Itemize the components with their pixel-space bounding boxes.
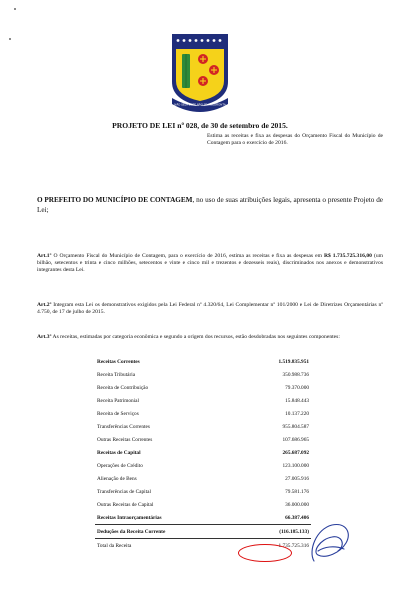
revenue-row-value: 79.370.000	[285, 384, 309, 391]
revenue-row-label: Deduções da Receita Corrente	[95, 525, 239, 539]
article-3-label: Art.3º	[37, 334, 52, 340]
revenue-row-label: Receita Patrimonial	[97, 397, 139, 404]
revenue-row	[95, 485, 311, 498]
revenue-row	[95, 355, 311, 368]
seal-ribbon-text: NÃO SEJA ESTE NÃO SE AMEDRONTA	[174, 102, 226, 107]
revenue-row	[95, 511, 311, 525]
revenue-row-value: 66.387.406	[285, 514, 309, 521]
revenue-row	[95, 498, 311, 511]
revenue-row	[95, 472, 311, 485]
revenue-row-label: Receita Tributária	[97, 371, 136, 378]
article-2-text: Integram esta Lei os demonstrativos exigidos pela Lei Federal nº 4.320/64, Lei Complementar nº 101/2000 e Lei de Diretrizes Orçamentárias nº 4.750, de 17 de julho de 2015.	[37, 302, 383, 316]
revenue-row	[95, 446, 311, 459]
revenue-row-label: Receitas Correntes	[97, 358, 140, 365]
article-3	[37, 334, 383, 341]
revenue-row-value: 15.848.443	[285, 397, 309, 404]
article-1-text-2: (um bilhão, setecentos e trinta e cinco milhões, setecentos e vinte e cinco mil e trezentos e dezesseis reais), discriminados nos anexos e demonstrativos integrantes desta Lei.	[37, 253, 383, 274]
article-1	[37, 253, 383, 275]
revenue-row	[95, 407, 311, 420]
revenue-row-value: 265.687.092	[282, 449, 309, 456]
article-1-label: Art.1º	[37, 253, 52, 259]
revenue-row	[95, 459, 311, 472]
bill-ementa: Estima as receitas e fixa as despesas do Orçamento Fiscal do Município de Contagem para o exercício de 2016.	[207, 133, 383, 147]
highlight-oval	[238, 544, 292, 562]
revenue-row-label: Operações de Crédito	[97, 462, 143, 469]
revenue-total-value: 1.735.725.316	[239, 539, 311, 554]
revenue-row-label: Receitas de Capital	[97, 449, 141, 456]
revenue-row-value: 1.519.835.951	[278, 358, 309, 365]
revenue-row-value: 123.100.000	[282, 462, 309, 469]
article-1-text: O Orçamento Fiscal do Município de Contagem, para o exercício de 2016, estima as receitas e fixa as despesas em	[51, 253, 324, 259]
revenue-row	[95, 381, 311, 394]
revenue-row	[95, 394, 311, 407]
revenue-row-label: Receita de Contribuição	[97, 384, 149, 391]
revenue-row-label: Alienação de Bens	[97, 475, 137, 482]
revenue-row-value: 350.988.736	[282, 371, 309, 378]
revenue-row-value: 955.804.587	[282, 423, 309, 430]
revenue-total-label: Total da Receita	[95, 539, 239, 554]
revenue-row-label: Outras Receitas Correntes	[97, 436, 153, 443]
revenue-row-label: Outras Receitas de Capital	[97, 501, 154, 508]
revenue-row	[95, 368, 311, 381]
article-2-label: Art.2º	[37, 302, 52, 308]
revenue-row-label: Receita de Serviços	[97, 410, 139, 417]
municipal-seal-icon	[172, 34, 228, 112]
preamble-caps: O PREFEITO DO MUNICÍPIO DE CONTAGEM	[37, 196, 193, 204]
revenue-row-value: 36.000.000	[285, 501, 309, 508]
revenue-row-label: Transferências Correntes	[97, 423, 150, 430]
revenue-row-label: Receitas Intraorçamentárias	[97, 514, 162, 521]
revenue-row-label: Transferências de Capital	[97, 488, 151, 495]
revenue-table	[95, 355, 311, 553]
revenue-row-value: 27.005.916	[285, 475, 309, 482]
scan-speck	[9, 38, 11, 40]
scan-speck	[14, 8, 16, 10]
revenue-row-value: 107.686.965	[282, 436, 309, 443]
revenue-row	[95, 525, 311, 539]
revenue-row	[95, 420, 311, 433]
revenue-row-value: (116.185.133)	[239, 525, 311, 539]
revenue-row	[95, 433, 311, 446]
article-3-text: As receitas, estimadas por categoria econômica e segundo a origem dos recursos, estão desdobradas nos seguintes componentes:	[51, 334, 340, 340]
revenue-row-value: 79.581.176	[285, 488, 309, 495]
article-1-amount: R$ 1.735.725.316,00	[323, 253, 372, 259]
preamble-rest: , no uso de suas atribuições legais, apresenta o presente Projeto de Lei;	[37, 196, 383, 214]
handwritten-signature	[306, 521, 356, 567]
revenue-table-body	[95, 355, 311, 539]
bill-title: PROJETO DE LEI nº 028, de 30 de setembro de 2015.	[112, 121, 288, 130]
revenue-row-value: 10.137.220	[285, 410, 309, 417]
article-2	[37, 302, 383, 316]
preamble	[37, 196, 383, 215]
